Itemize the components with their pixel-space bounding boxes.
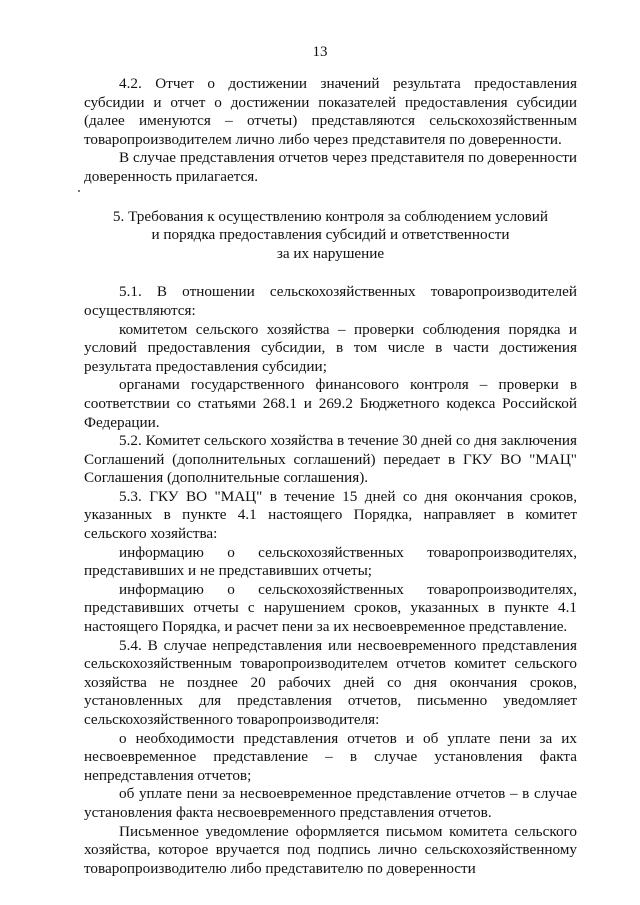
section-5-heading — [84, 208, 577, 264]
scan-speck — [78, 190, 80, 192]
paragraph-info-late-reports: информацию о сельскохозяйственных товаропроизводителях, представивших отчеты с нарушением сроков, указанных в пункте 4.1 настоящего Порядка, и расчет пени за их несвоевременное представление. — [84, 580, 577, 636]
document-body — [84, 75, 577, 878]
paragraph-5-4: 5.4. В случае непредставления или несвоевременного представления сельскохозяйственным товаропроизводителем отчетов комитет сельского хозяйства не позднее 20 рабочих дней со дня окончания сроков, установленных для представления отчетов, письменно уведомляет сельскохозяйственного товаропроизводителя: — [84, 636, 577, 728]
paragraph-late-reports-penalty: об уплате пени за несвоевременное представление отчетов – в случае установления факта несвоевременного представления отчетов. — [84, 785, 577, 821]
paragraph-missing-reports: о необходимости представления отчетов и об уплате пени за их несвоевременное представление – в случае установления факта непредставления отчетов; — [84, 729, 577, 784]
section-heading-line-1: 5. Требования к осуществлению контроля за соблюдением условий — [112, 207, 549, 225]
paragraph-written-notice: Письменное уведомление оформляется письмом комитета сельского хозяйства, которое вручается под подпись лично сельскохозяйственному товаропроизводителю либо представителю по доверенности — [84, 822, 577, 877]
paragraph-5-2: 5.2. Комитет сельского хозяйства в течение 30 дней со дня заключения Соглашений (дополнительных соглашений) передает в ГКУ ВО "МАЦ" Соглашения (дополнительные соглашения). — [84, 432, 577, 487]
page-number: 13 — [312, 44, 328, 60]
section-heading-line-3: за их нарушение — [276, 244, 385, 262]
paragraph-4-2: 4.2. Отчет о достижении значений результата предоставления субсидии и отчет о достижении показателей предоставления субсидии (далее именуются – отчеты) представляются сельскохозяйственным товаропроизводителем лично либо через представителя по доверенности. — [84, 75, 577, 148]
paragraph-financial-control: органами государственного финансового контроля – проверки в соответствии со статьями 268.1 и 269.2 Бюджетного кодекса Российской Федерации. — [84, 376, 577, 431]
paragraph-representative: В случае представления отчетов через представителя по доверенности доверенность прилагается. — [84, 149, 577, 185]
section-heading-line-2: и порядка предоставления субсидий и ответственности — [151, 226, 510, 244]
paragraph-5-1: 5.1. В отношении сельскохозяйственных товаропроизводителей осуществляются: — [84, 283, 577, 319]
paragraph-5-3: 5.3. ГКУ ВО "МАЦ" в течение 15 дней со дня окончания сроков, указанных в пункте 4.1 настоящего Порядка, направляет в комитет сельского хозяйства: — [84, 487, 577, 543]
paragraph-info-reports: информацию о сельскохозяйственных товаропроизводителях, представивших и не представивших отчеты; — [84, 543, 577, 580]
paragraph-committee-checks: комитетом сельского хозяйства – проверки соблюдения порядка и условий предоставления субсидии, в том числе в части достижения результата предоставления субсидии; — [84, 320, 577, 375]
